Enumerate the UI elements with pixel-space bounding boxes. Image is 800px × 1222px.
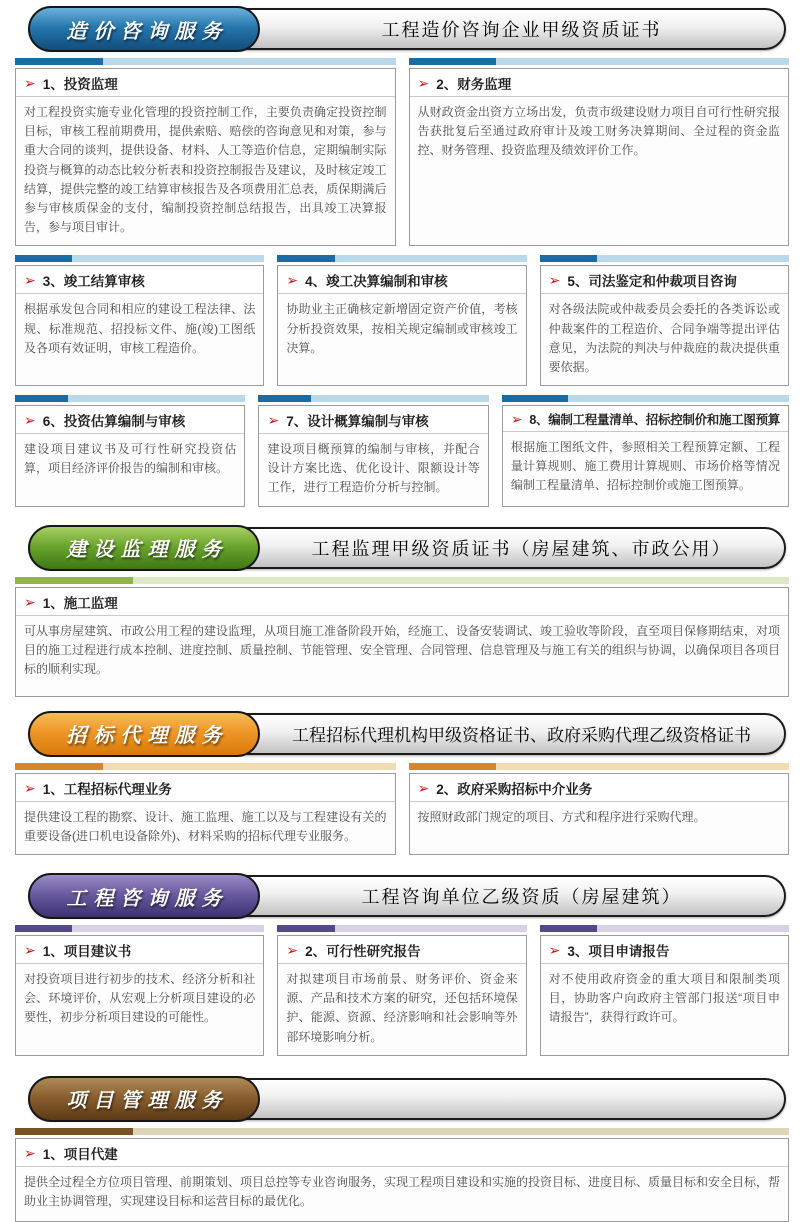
arrow-icon: ➢ bbox=[24, 593, 36, 610]
card-project-application bbox=[540, 925, 789, 1056]
card-body: 建设项目概预算的编制与审核，并配合设计方案比选、优化设计、限额设计等工作，进行工程造价分析与控制。 bbox=[267, 442, 480, 495]
card-stripe bbox=[277, 925, 526, 932]
card-title: 2、可行性研究报告 bbox=[305, 944, 421, 959]
arrow-icon: ➢ bbox=[548, 272, 561, 289]
section-banner bbox=[29, 875, 786, 917]
card-final-accounts bbox=[277, 255, 526, 386]
card-body: 提供建设工程的勘察、设计、施工监理、施工以及与工程建设有关的重要设备(进口机电设备除外)、材料采购的招标代理专业服务。 bbox=[24, 809, 387, 843]
card-row bbox=[15, 1128, 789, 1222]
card-bidding-agency-business bbox=[15, 763, 396, 855]
service-pill: 造价咨询服务 bbox=[28, 6, 260, 52]
card-settlement-audit bbox=[15, 255, 264, 386]
arrow-icon: ➢ bbox=[286, 942, 299, 958]
card-stripe bbox=[15, 58, 396, 65]
card-feasibility-study bbox=[277, 925, 526, 1056]
section-banner bbox=[29, 1078, 786, 1120]
arrow-icon: ➢ bbox=[417, 75, 430, 91]
card-stripe bbox=[15, 925, 264, 932]
card-row bbox=[15, 395, 789, 507]
section-banner bbox=[29, 713, 786, 755]
card-stripe bbox=[258, 395, 488, 402]
service-pill: 招标代理服务 bbox=[28, 711, 260, 757]
card-stripe bbox=[540, 255, 789, 262]
card-project-agency-construction bbox=[15, 1128, 789, 1222]
card-body: 对投资项目进行初步的技术、经济分析和社会、环境评价，从宏观上分析项目建设的必要性，初步分析项目建设的可能性。 bbox=[24, 972, 256, 1025]
card-title: 1、投资监理 bbox=[42, 77, 118, 92]
card-title: 3、竣工结算审核 bbox=[42, 274, 145, 290]
card-gov-procurement-business bbox=[409, 763, 790, 855]
card-row bbox=[15, 577, 789, 697]
card-title: 8、编制工程量清单、招标控制价和施工图预算 bbox=[529, 413, 780, 428]
card-body: 从财政资金出资方立场出发，负责市级建设财力项目自可行性研究报告获批复后至通过政府审计及竣工财务决算期间、全过程的资金监控、财务管理、投资监理及绩效评价工作。 bbox=[417, 105, 780, 158]
banner-title: 工程造价咨询企业甲级资质证书 bbox=[381, 20, 662, 40]
section-construction-supervision bbox=[15, 527, 789, 697]
card-title: 5、司法鉴定和仲裁项目咨询 bbox=[567, 274, 737, 290]
card-stripe bbox=[15, 577, 789, 584]
card-body: 可从事房屋建筑、市政公用工程的建设监理，从项目施工准备阶段开始，经施工、设备安装调试、竣工验收等阶段，直至项目保修期结束，对项目的施工过程进行成本控制、进度控制、质量控制、节能管理、安全管理、合同管理、信息管理及与施工有关的组织与协调，以确保项目各项目标的顺利实现。 bbox=[24, 623, 781, 676]
card-boq-preparation bbox=[502, 395, 789, 507]
arrow-icon: ➢ bbox=[24, 75, 36, 91]
card-stripe bbox=[409, 58, 790, 65]
arrow-icon: ➢ bbox=[24, 1144, 36, 1161]
card-title: 1、工程招标代理业务 bbox=[42, 781, 172, 797]
service-pill: 工程咨询服务 bbox=[28, 873, 260, 919]
banner-title: 工程监理甲级资质证书（房屋建筑、市政公用） bbox=[311, 538, 732, 559]
card-row bbox=[15, 925, 789, 1056]
card-title: 2、政府采购招标中介业务 bbox=[436, 781, 593, 797]
card-title: 1、施工监理 bbox=[42, 595, 118, 611]
card-row bbox=[15, 58, 789, 246]
service-pill: 项目管理服务 bbox=[28, 1076, 260, 1122]
card-title: 3、项目申请报告 bbox=[567, 944, 670, 959]
card-body: 按照财政部门规定的项目、方式和程序进行采购代理。 bbox=[417, 809, 706, 824]
arrow-icon: ➢ bbox=[24, 272, 36, 289]
arrow-icon: ➢ bbox=[510, 411, 523, 428]
card-stripe bbox=[15, 763, 396, 770]
card-stripe bbox=[540, 925, 789, 932]
card-row bbox=[15, 763, 789, 855]
card-body: 对各级法院或仲裁委员会委托的各类诉讼或仲裁案件的工程造价、合同争端等提出评估意见，为法院的判决与仲裁庭的裁决提供重要依据。 bbox=[548, 302, 780, 374]
arrow-icon: ➢ bbox=[548, 942, 561, 958]
section-bidding-agency bbox=[15, 713, 789, 855]
banner-title: 工程招标代理机构甲级资格证书、政府采购代理乙级资格证书 bbox=[292, 726, 751, 746]
card-financial-supervision bbox=[409, 58, 790, 246]
card-stripe bbox=[277, 255, 526, 262]
card-title: 6、投资估算编制与审核 bbox=[42, 414, 186, 430]
card-stripe bbox=[15, 255, 264, 262]
section-banner bbox=[29, 527, 786, 569]
section-engineering-consulting bbox=[15, 875, 789, 1056]
card-title: 1、项目建议书 bbox=[42, 944, 132, 959]
section-cost-consulting bbox=[15, 8, 789, 507]
card-investment-supervision bbox=[15, 58, 396, 246]
card-body: 根据承发包合同和相应的建设工程法律、法规、标准规范、招投标文件、施(竣)工图纸及各项有效证明，审核工程造价。 bbox=[24, 302, 256, 355]
card-body: 根据施工图纸文件，参照相关工程预算定额、工程量计算规则、施工费用计算规则、市场价格等情况编制工程量清单、招标控制价或施工图预算。 bbox=[510, 440, 780, 493]
arrow-icon: ➢ bbox=[267, 412, 280, 429]
card-body: 对不使用政府资金的重大项目和限制类项目，协助客户向政府主管部门报送“项目申请报告”，获得行政许可。 bbox=[548, 972, 780, 1025]
card-body: 对拟建项目市场前景、财务评价、资金来源、产品和技术方案的研究，还包括环境保护、能源、资源、经济影响和社会影响等外部环境影响分析。 bbox=[286, 972, 518, 1044]
card-body: 协助业主正确核定新增固定资产价值，考核分析投资效果，按相关规定编制或审核竣工决算。 bbox=[286, 302, 518, 355]
section-project-management bbox=[15, 1078, 789, 1222]
arrow-icon: ➢ bbox=[24, 779, 36, 796]
card-project-proposal bbox=[15, 925, 264, 1056]
card-title: 4、竣工决算编制和审核 bbox=[305, 274, 448, 290]
card-stripe bbox=[15, 1128, 789, 1135]
section-banner bbox=[29, 8, 786, 50]
arrow-icon: ➢ bbox=[417, 779, 430, 796]
card-title: 2、财务监理 bbox=[436, 77, 512, 92]
card-stripe bbox=[409, 763, 790, 770]
arrow-icon: ➢ bbox=[286, 272, 299, 289]
arrow-icon: ➢ bbox=[24, 412, 36, 429]
card-body: 对工程投资实施专业化管理的投资控制工作，主要负责确定投资控制目标，审核工程前期费用，提供索赔、赔偿的咨询意见和对策，参与重大合同的谈判，提供设备、材料、人工等造价信息，定期编制实际投资与概算的动态比较分析表和投资控制报告及建议，及时核定竣工结算，提供完整的竣工结算审核报告及各项费用汇总表，质保期满后参与审核质保金的支付，编制投资控制总结报告，出具竣工决算报告，参与项目审计。 bbox=[24, 105, 387, 235]
card-stripe bbox=[15, 395, 245, 402]
card-row bbox=[15, 255, 789, 386]
card-investment-estimate bbox=[15, 395, 245, 507]
card-stripe bbox=[502, 395, 789, 402]
card-title: 1、项目代建 bbox=[42, 1146, 118, 1162]
card-title: 7、设计概算编制与审核 bbox=[286, 414, 429, 430]
card-construction-supervision bbox=[15, 577, 789, 697]
card-judicial-appraisal bbox=[540, 255, 789, 386]
arrow-icon: ➢ bbox=[24, 942, 36, 958]
card-body: 提供全过程全方位项目管理、前期策划、项目总控等专业咨询服务，实现工程项目建设和实施的投资目标、进度目标、质量目标和安全目标，帮助业主协调管理，实现建设目标和运营目标的最优化。 bbox=[24, 1174, 781, 1208]
service-pill: 建设监理服务 bbox=[28, 525, 260, 571]
card-design-budget bbox=[258, 395, 488, 507]
card-body: 建设项目建议书及可行性研究投资估算，项目经济评价报告的编制和审核。 bbox=[24, 442, 237, 476]
banner-title: 工程咨询单位乙级资质（房屋建筑） bbox=[361, 887, 682, 907]
